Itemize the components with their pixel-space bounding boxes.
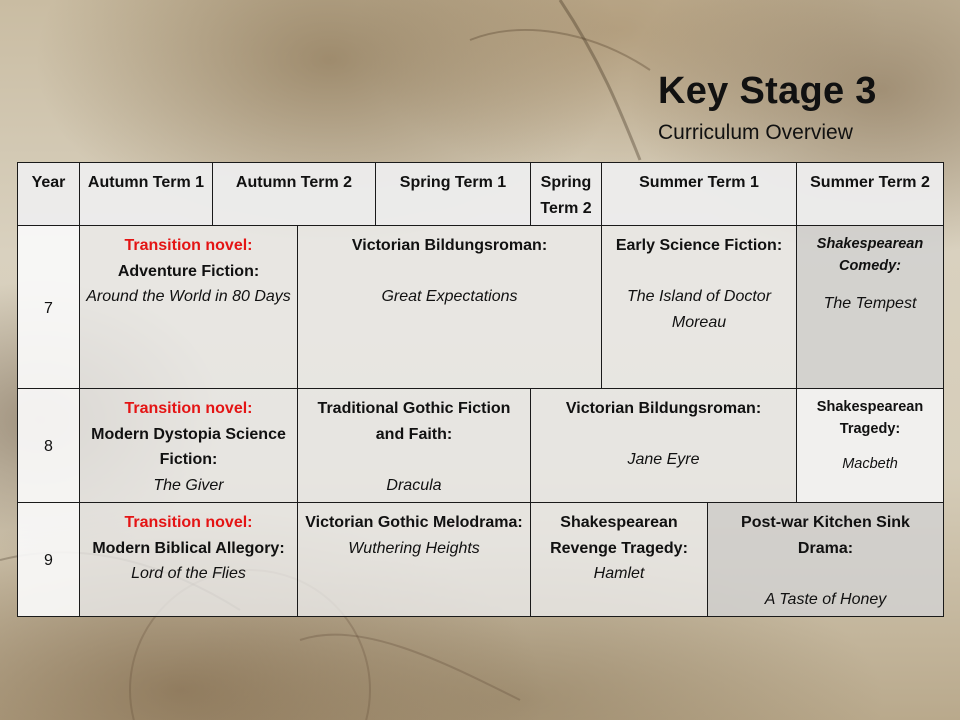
genre-label: Early Science Fiction:: [615, 237, 783, 254]
genre-label-2: Comedy:: [838, 258, 902, 274]
book-title: Jane Eyre: [627, 451, 700, 468]
genre-label: Shakespearean Revenge Tragedy:: [550, 514, 688, 557]
y7-spring-2-summer-1-cell: [602, 226, 797, 389]
y8-autumn-2-cell: [298, 389, 531, 503]
book-title: Hamlet: [593, 565, 645, 582]
y9-summer-cell: [708, 503, 944, 617]
header-year: Year: [18, 163, 80, 226]
book-title: The Tempest: [823, 295, 917, 312]
y9-autumn-2-cell: [298, 503, 531, 617]
y8-spring-cell: [531, 389, 797, 503]
book-title: The Island of Doctor Moreau: [626, 288, 772, 331]
book-title: Macbeth: [842, 456, 898, 472]
genre-label: Adventure Fiction:: [117, 262, 260, 280]
header-autumn-term-2: Autumn Term 2: [213, 163, 376, 226]
genre-label: Victorian Gothic Melodrama:: [305, 514, 523, 531]
genre-label: Shakespearean: [816, 399, 924, 415]
genre-label: Victorian Bildungsroman:: [565, 400, 762, 417]
curriculum-table: [17, 162, 944, 617]
header-autumn-term-1: Autumn Term 1: [80, 163, 213, 226]
genre-label: Post-war Kitchen Sink Drama:: [741, 514, 910, 557]
genre-label-2: Tragedy:: [839, 421, 901, 437]
book-title: Lord of the Flies: [131, 565, 246, 582]
book-title: A Taste of Honey: [764, 590, 887, 608]
y8-summer-2-cell: [797, 389, 944, 503]
header-row: [18, 163, 944, 226]
header-summer-term-1: Summer Term 1: [602, 163, 797, 226]
page-subtitle: Curriculum Overview: [658, 121, 853, 144]
year-cell: 8: [18, 389, 80, 503]
table-row-year-9: [18, 503, 944, 617]
header-spring-term-2: Spring Term 2: [531, 163, 602, 226]
page-title: Key Stage 3: [658, 70, 877, 112]
y7-summer-2-cell: [797, 226, 944, 389]
genre-label: Modern Dystopia Science Fiction:: [91, 425, 286, 468]
transition-label: Transition novel:: [124, 514, 253, 531]
header-spring-term-1: Spring Term 1: [376, 163, 531, 226]
header-summer-term-2: Summer Term 2: [797, 163, 944, 226]
year-cell: 7: [18, 226, 80, 389]
table-row-year-7: [18, 226, 944, 389]
book-title: Around the World in 80 Days: [86, 288, 291, 305]
y7-autumn-2-spring-1-cell: [298, 226, 602, 389]
genre-label: Victorian Bildungsroman:: [351, 237, 548, 254]
book-title: Wuthering Heights: [348, 539, 480, 557]
genre-label: Shakespearean: [816, 236, 924, 252]
transition-label: Transition novel:: [124, 237, 253, 254]
y7-autumn-1-cell: [80, 226, 298, 389]
book-title: Dracula: [386, 476, 442, 494]
genre-label: Traditional Gothic Fiction and Faith:: [317, 400, 511, 443]
y8-autumn-1-cell: [80, 389, 298, 503]
book-title: The Giver: [153, 476, 224, 494]
table-row-year-8: [18, 389, 944, 503]
book-title: Great Expectations: [381, 288, 518, 305]
y9-autumn-1-cell: [80, 503, 298, 617]
transition-label: Transition novel:: [124, 400, 253, 417]
year-cell: 9: [18, 503, 80, 617]
genre-label: Modern Biblical Allegory:: [92, 539, 285, 557]
y9-spring-cell: [531, 503, 708, 617]
